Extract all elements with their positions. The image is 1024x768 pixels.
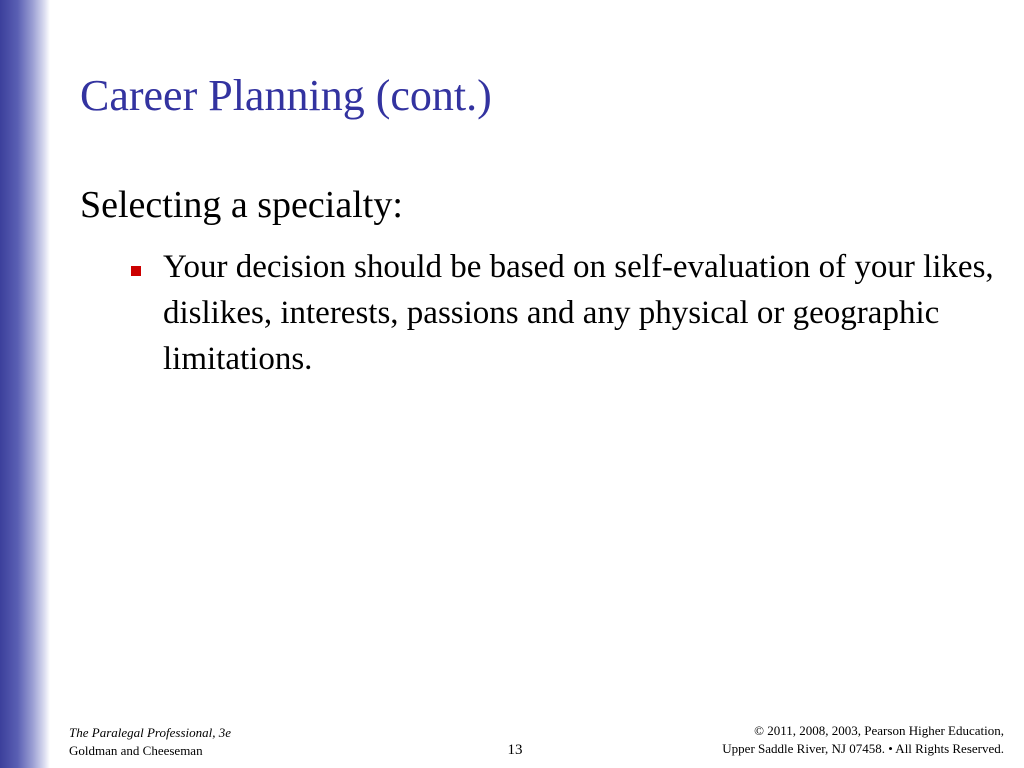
footer-copyright bbox=[722, 722, 1004, 758]
decorative-side-bar bbox=[0, 0, 50, 768]
copyright-line-1: © 2011, 2008, 2003, Pearson Higher Education, bbox=[754, 723, 1004, 738]
square-bullet-icon bbox=[131, 266, 141, 276]
copyright-line-2: Upper Saddle River, NJ 07458. • All Rights Reserved. bbox=[722, 741, 1004, 756]
bullet-text: Your decision should be based on self-evaluation of your likes, dislikes, interests, passions and any physical or geographic limitations. bbox=[163, 249, 994, 377]
bullet-item bbox=[131, 244, 1001, 382]
footer-book-title: The Paralegal Professional, 3e bbox=[69, 725, 232, 740]
slide-title: Career Planning (cont.) bbox=[80, 71, 492, 120]
page-number: 13 bbox=[507, 742, 523, 758]
footer-left bbox=[69, 724, 231, 760]
level1-text: Selecting a specialty: bbox=[80, 184, 403, 226]
footer-authors: Goldman and Cheeseman bbox=[69, 743, 203, 758]
